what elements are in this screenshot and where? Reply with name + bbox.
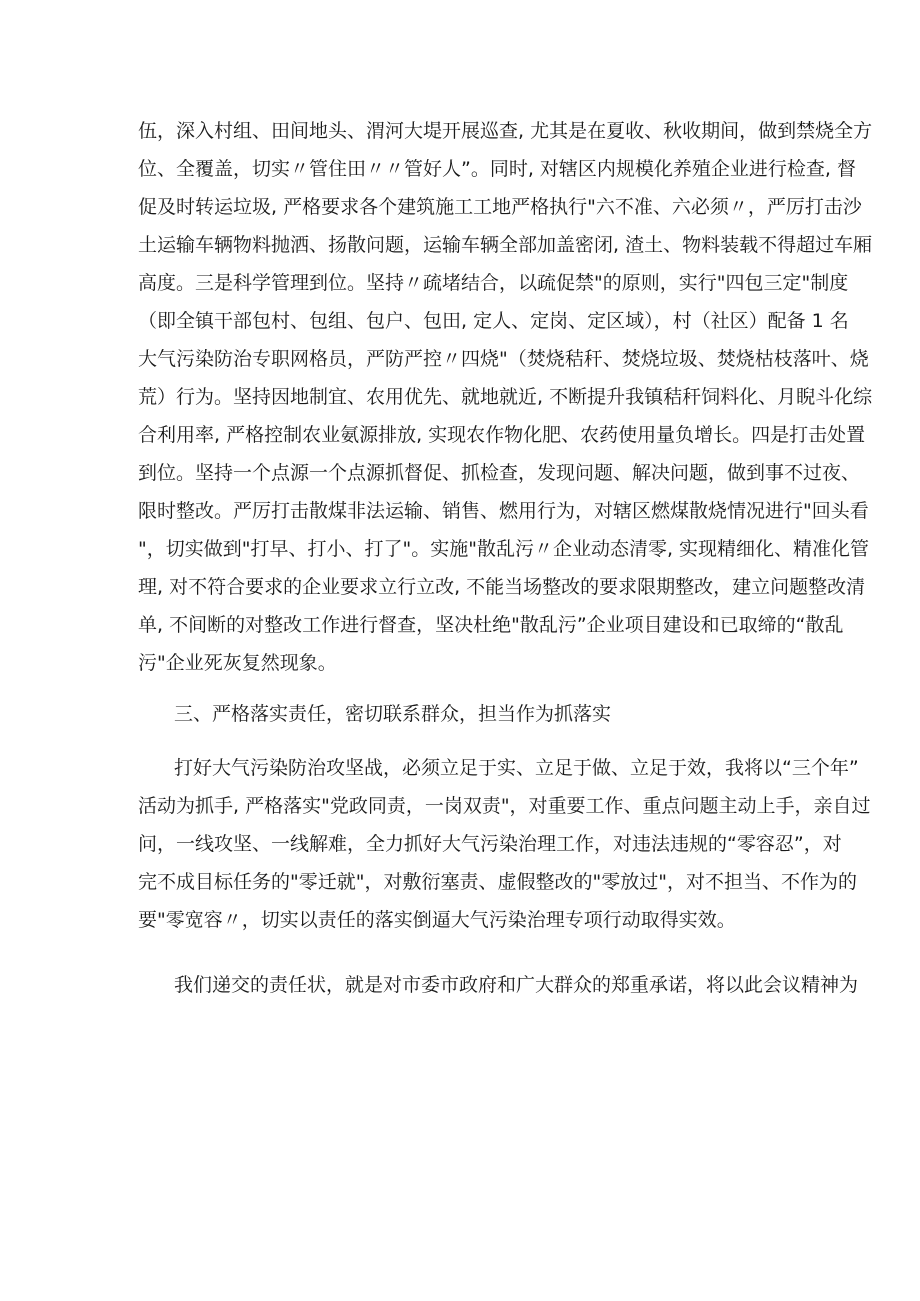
paragraph-1-line-7: 大气污染防治专职网格员，严防严控〃四烧"（焚烧秸秆、焚烧垃圾、焚烧枯枝落叶、烧 <box>138 348 869 370</box>
section-heading-3-text: 三、严格落实责任，密切联系群众，担当作为抓落实 <box>174 703 612 725</box>
paragraph-3-line-1: 我们递交的责任状，就是对市委市政府和广大群众的郑重承诺，将以此会议精神为 <box>174 974 859 996</box>
paragraph-2-line-2: 活动为抓手, 严格落实"党政同责，一岗双责"，对重要工作、重点问题主动上手，亲自过 <box>138 795 871 817</box>
paragraph-1-line-6: （即全镇干部包村、包组、包户、包田, 定人、定岗、定区域），村（社区）配备 1 名 <box>138 310 849 332</box>
paragraph-1-line-5: 高度。三是科学管理到位。坚持〃疏堵结合，以疏促禁"的原则，实行"四包三定"制度 <box>138 272 849 294</box>
paragraph-1-line-1: 伍，深入村组、田间地头、渭河大堤开展巡查, 尤其是在夏收、秋收期间，做到禁烧全方 <box>138 120 873 142</box>
paragraph-1-line-8: 荒）行为。坚持因地制宜、农用优先、就地就近, 不断提升我镇秸秆饲料化、月睨斗化综 <box>138 386 873 408</box>
paragraph-1-line-4: 土运输车辆物料抛洒、扬散问题，运输车辆全部加盖密闭, 渣土、物料装载不得超过车厢 <box>138 234 873 256</box>
paragraph-1-line-10: 到位。坚持一个点源一个点源抓督促、抓检查，发现问题、解决问题，做到事不过夜、 <box>138 462 861 484</box>
paragraph-1-line-13: 理, 对不符合要求的企业要求立行立改, 不能当场整改的要求限期整改，建立问题整改清 <box>138 576 866 598</box>
paragraph-2-line-3: 问，一线攻坚、一线解难，全力抓好大气污染治理工作，对违法违规的“零容忍”，对 <box>138 833 842 855</box>
paragraph-2-line-4: 完不成目标任务的"零迁就"，对敷衍塞责、虚假整改的"零放过"，对不担当、不作为的 <box>138 871 857 893</box>
paragraph-1-line-2: 位、全覆盖，切实〃管住田〃〃管好人”。同时, 对辖区内规模化养殖企业进行检查, 督 <box>138 158 857 180</box>
paragraph-1-line-3: 促及时转运垃圾, 严格要求各个建筑施工工地严格执行"六不准、六必须〃，严厉打击沙 <box>138 196 862 218</box>
paragraph-1-line-12: "，切实做到"打早、打小、打了"。实施"散乱污〃企业动态清零, 实现精细化、精准化管 <box>138 538 870 560</box>
paragraph-1-line-9: 合利用率, 严格控制农业氨源排放, 实现农作物化肥、农药使用量负增长。四是打击处置 <box>138 424 866 446</box>
paragraph-2-line-1: 打好大气污染防治攻坚战，必须立足于实、立足于做、立足于效，我将以“三个年” <box>174 757 859 779</box>
paragraph-2-line-5: 要"零宽容〃，切实以责任的落实倒逼大气污染治理专项行动取得实效。 <box>138 909 736 931</box>
paragraph-1-line-11: 限时整改。严厉打击散煤非法运输、销售、燃用行为，对辖区燃煤散烧情况进行"回头看 <box>138 500 869 522</box>
paragraph-1-line-14: 单, 不间断的对整改工作进行督查，坚决杜绝"散乱污”企业项目建设和已取缔的“散乱 <box>138 614 844 636</box>
paragraph-1-line-15: 污"企业死灰复然现象。 <box>138 652 337 674</box>
